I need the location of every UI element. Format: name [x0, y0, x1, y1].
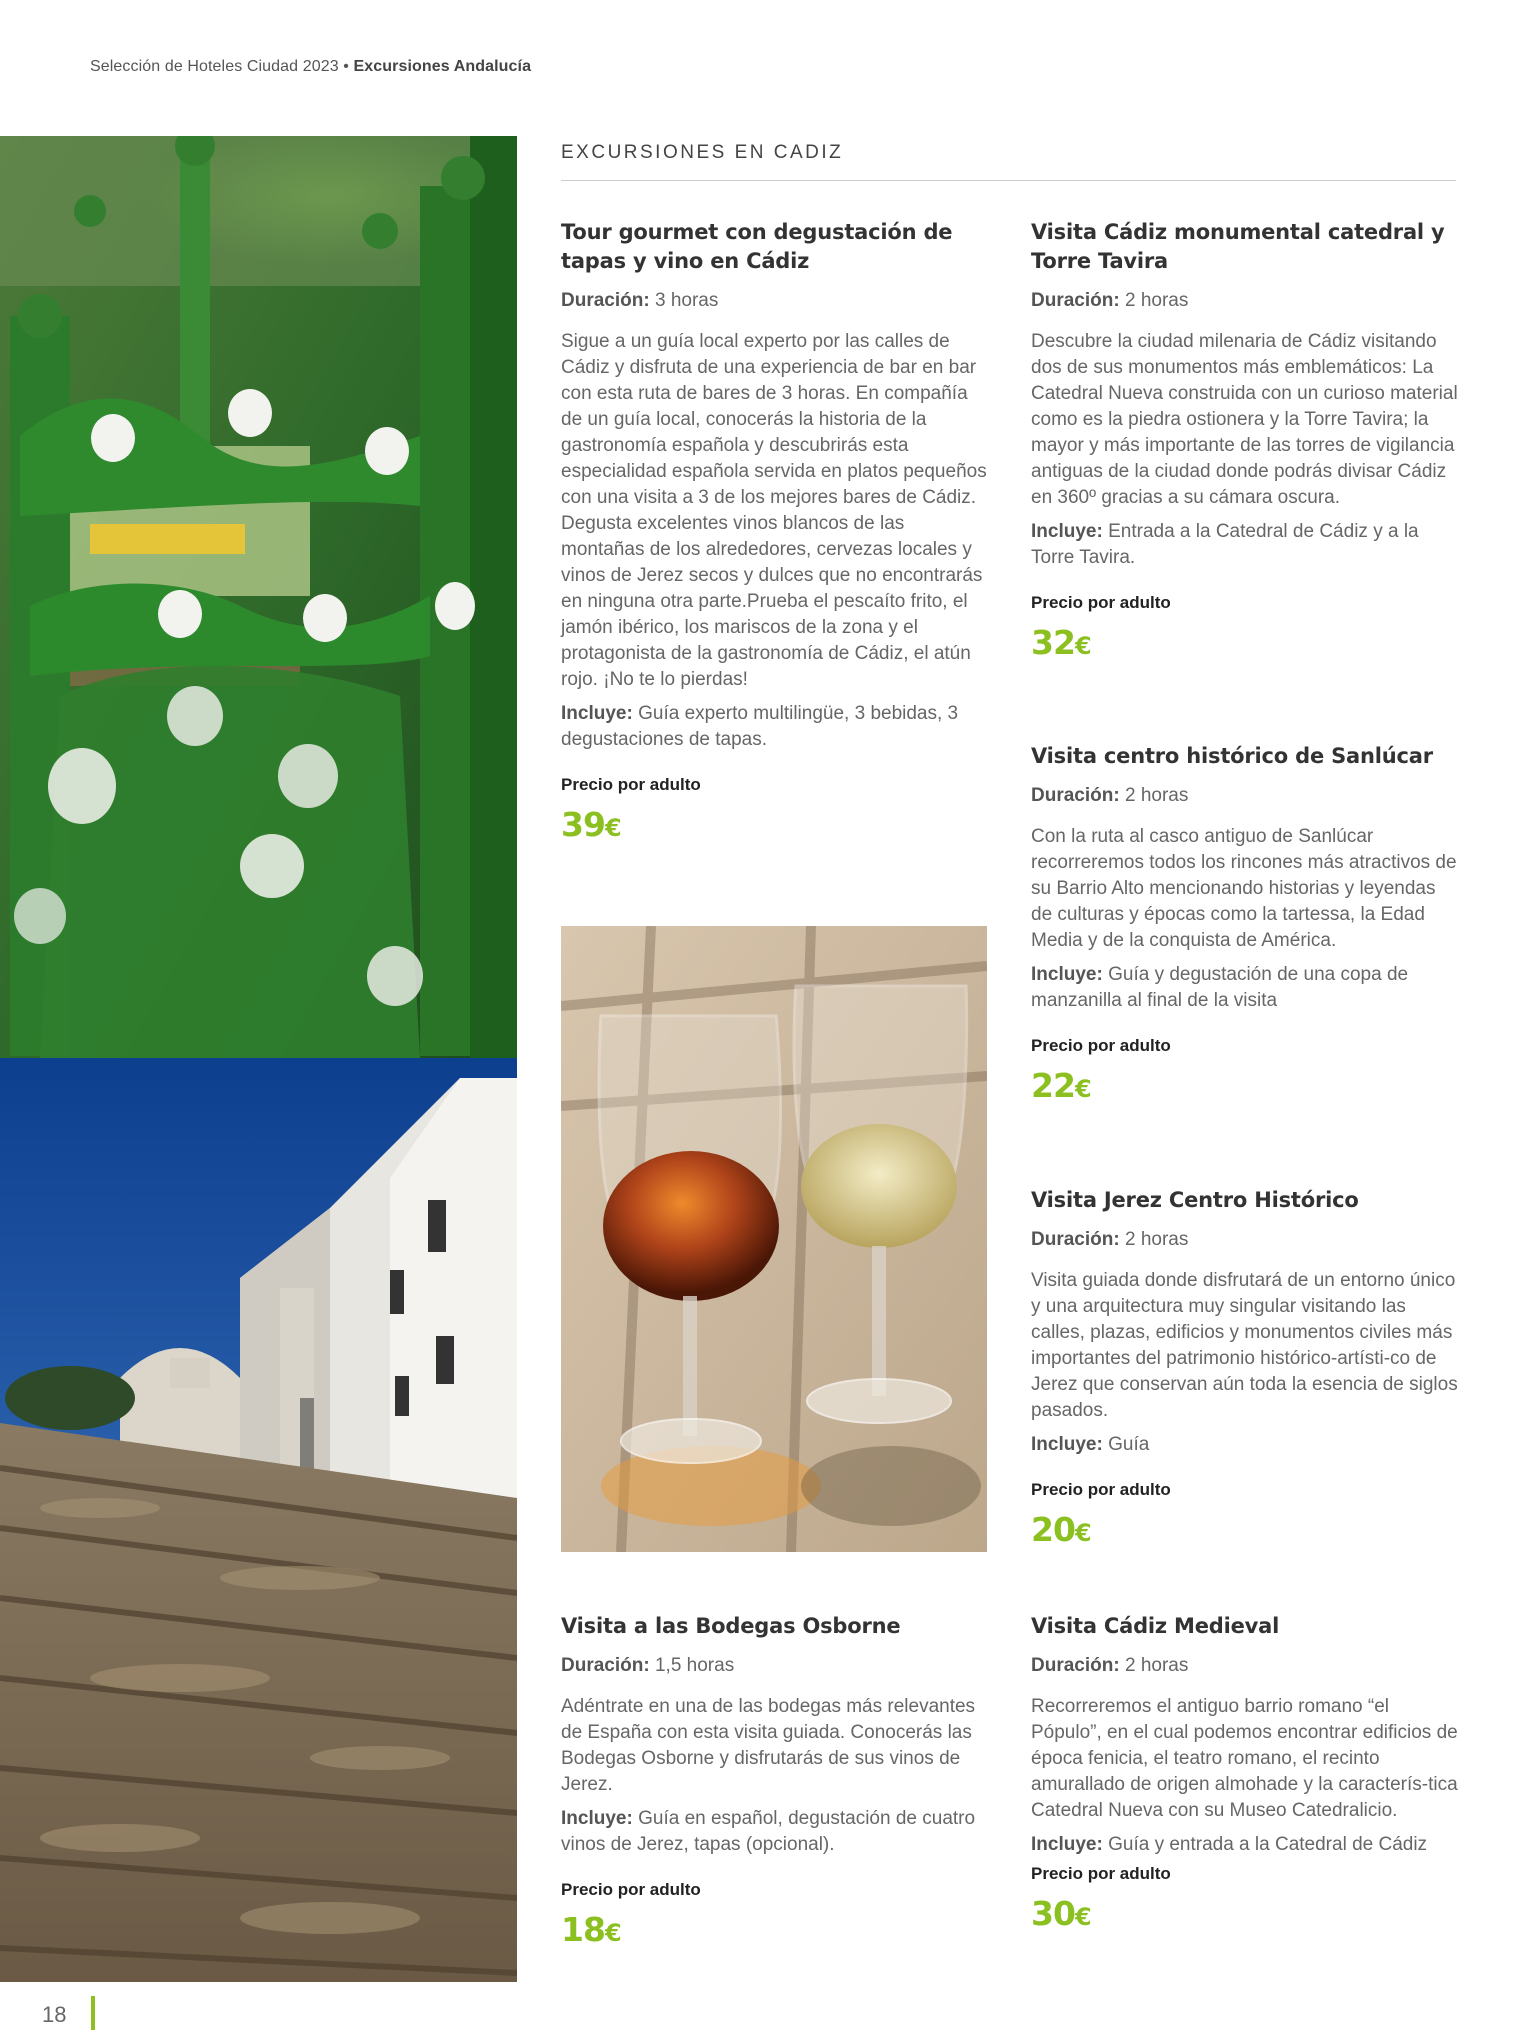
includes-label: Incluye: — [561, 1808, 633, 1829]
tour-title: Visita Cádiz Medieval — [1031, 1614, 1280, 1638]
tour-description: Visita guiada donde disfrutará de un entorno único y una arquitectura muy singular visitando las calles, plazas, edificios y monumentos civiles más importantes del patrimonio histórico-artísti-co de Jerez que conservan aún toda la esencia de siglos pasados. — [1031, 1270, 1458, 1421]
tour-price — [1031, 1066, 1461, 1109]
price-label: Precio por adulto — [1031, 1864, 1171, 1883]
duration-value: 2 horas — [1124, 1229, 1189, 1250]
tour-duration — [561, 1653, 991, 1678]
price-label: Precio por adulto — [561, 775, 701, 794]
tour-duration — [1031, 1653, 1461, 1678]
price-value: 39 — [561, 805, 605, 844]
includes-label: Incluye: — [1031, 1434, 1103, 1455]
tour-price — [1031, 1894, 1461, 1937]
catalog-name: Selección de Hoteles Ciudad 2023 — [90, 58, 339, 75]
price-value: 20 — [1031, 1510, 1075, 1549]
tour-title: Visita Cádiz monumental catedral y Torre Tavira — [1031, 220, 1445, 273]
tour-card-sanlucar — [1031, 742, 1461, 1109]
tour-price — [561, 805, 991, 848]
tour-description: Descubre la ciudad milenaria de Cádiz visitando dos de sus monumentos más emblemáticos: La Catedral Nueva construida con un curioso material como es la piedra ostionera y la Torre Tavira; la mayor y más importante de las torres de vigilancia antiguas de la ciudad donde podrás divisar Cádiz en 360º gracias a su cámara oscura. — [1031, 331, 1458, 508]
tour-title: Visita Jerez Centro Histórico — [1031, 1188, 1359, 1212]
price-label: Precio por adulto — [1031, 1480, 1171, 1499]
includes-value: Guía experto multilingüe, 3 bebidas, 3 degustaciones de tapas. — [561, 703, 959, 750]
tour-price — [1031, 1510, 1461, 1553]
tour-description: Adéntrate en una de las bodegas más relevantes de España con esta visita guiada. Conocerás las Bodegas Osborne y disfrutarás de sus vinos de Jerez. — [561, 1696, 976, 1795]
tour-title: Visita a las Bodegas Osborne — [561, 1614, 901, 1638]
tour-includes — [1031, 519, 1461, 571]
tour-title: Tour gourmet con degustación de tapas y vino en Cádiz — [561, 220, 953, 273]
includes-label: Incluye: — [561, 703, 633, 724]
price-label: Precio por adulto — [1031, 593, 1171, 612]
tour-includes — [1031, 1432, 1461, 1458]
photo-sherry-glasses — [561, 926, 987, 1552]
duration-value: 2 horas — [1124, 785, 1189, 806]
tour-card-cadiz-medieval — [1031, 1612, 1461, 1937]
duration-label: Duración: — [1031, 1229, 1120, 1250]
price-value: 30 — [1031, 1894, 1075, 1933]
tour-includes — [1031, 962, 1461, 1014]
price-value: 22 — [1031, 1066, 1075, 1105]
currency-symbol: € — [604, 1919, 621, 1947]
photo-cadiz-street — [0, 1058, 517, 1982]
tour-description: Recorreremos el antiguo barrio romano “el Pópulo”, en el cual podemos encontrar edificios de época fenicia, el teatro romano, el recinto amurallado de origen almohade y la caracterís-tica Catedral Nueva con su Museo Catedralicio. — [1031, 1696, 1458, 1821]
tour-card-gourmet — [561, 218, 991, 848]
tour-card-jerez — [1031, 1186, 1461, 1553]
section-divider — [561, 180, 1456, 181]
tour-price — [1031, 623, 1461, 666]
tour-duration — [1031, 288, 1461, 313]
page-number: 18 — [42, 2002, 67, 2027]
tour-includes — [561, 1806, 991, 1858]
includes-label: Incluye: — [1031, 521, 1103, 542]
includes-value: Guía y entrada a la Catedral de Cádiz — [1108, 1834, 1428, 1855]
includes-value: Guía — [1108, 1434, 1150, 1455]
duration-value: 2 horas — [1124, 1655, 1189, 1676]
includes-value: Guía y degustación de una copa de manzanilla al final de la visita — [1031, 964, 1409, 1011]
includes-value: Entrada a la Catedral de Cádiz y a la Torre Tavira. — [1031, 521, 1419, 568]
duration-label: Duración: — [561, 290, 650, 311]
tour-description: Sigue a un guía local experto por las calles de Cádiz y disfruta de una experiencia de bar en bar con esta ruta de bares de 3 horas. En compañía de un guía local, conocerás la historia de la gastronomía española y descubrirás esta especialidad española servida en platos pequeños con una visita a 3 de los mejores bares de Cádiz. Degusta excelentes vinos blancos de las montañas de los alrededores, cervezas locales y vinos de Jerez secos y dulces que no encontrarás en ninguna otra parte.Prueba el pescaíto frito, el jamón ibérico, los mariscos de la zona y el protagonista de la gastronomía de Cádiz, el atún rojo. ¡No te lo pierdas! — [561, 331, 987, 690]
tour-includes — [561, 701, 991, 753]
currency-symbol: € — [1074, 1075, 1091, 1103]
duration-value: 3 horas — [654, 290, 719, 311]
cadiz-street-illustration — [0, 1058, 517, 1982]
duration-label: Duración: — [1031, 290, 1120, 311]
duration-label: Duración: — [1031, 1655, 1120, 1676]
duration-value: 2 horas — [1124, 290, 1189, 311]
section-title: EXCURSIONES EN CADIZ — [561, 142, 844, 163]
running-header — [90, 58, 531, 76]
tour-price — [561, 1910, 991, 1953]
header-separator: • — [338, 58, 354, 75]
includes-label: Incluye: — [1031, 964, 1103, 985]
price-label: Precio por adulto — [1031, 1036, 1171, 1055]
duration-value: 1,5 horas — [654, 1655, 735, 1676]
sherry-glasses-illustration — [561, 926, 987, 1552]
page-number-bar — [91, 1996, 95, 2030]
price-label: Precio por adulto — [561, 1880, 701, 1899]
green-chairs-illustration — [0, 136, 517, 1058]
photo-green-chairs — [0, 136, 517, 1058]
includes-value: Guía en español, degustación de cuatro vinos de Jerez, tapas (opcional). — [561, 1808, 976, 1855]
duration-label: Duración: — [561, 1655, 650, 1676]
duration-label: Duración: — [1031, 785, 1120, 806]
currency-symbol: € — [1074, 1519, 1091, 1547]
currency-symbol: € — [604, 814, 621, 842]
price-value: 32 — [1031, 623, 1075, 662]
tour-card-osborne — [561, 1612, 991, 1953]
price-value: 18 — [561, 1910, 605, 1949]
tour-duration — [561, 288, 991, 313]
tour-title: Visita centro histórico de Sanlúcar — [1031, 744, 1433, 768]
tour-duration — [1031, 783, 1461, 808]
header-section: Excursiones Andalucía — [353, 58, 532, 75]
currency-symbol: € — [1074, 632, 1091, 660]
currency-symbol: € — [1074, 1903, 1091, 1931]
tour-duration — [1031, 1227, 1461, 1252]
tour-description: Con la ruta al casco antiguo de Sanlúcar recorreremos todos los rincones más atractivos de su Barrio Alto mencionando historias y leyendas de culturas y épocas como la tartessa, la Edad Media y de la conquista de América. — [1031, 826, 1457, 951]
includes-label: Incluye: — [1031, 1834, 1103, 1855]
tour-card-catedral-tavira — [1031, 218, 1461, 666]
tour-includes — [1031, 1832, 1461, 1858]
